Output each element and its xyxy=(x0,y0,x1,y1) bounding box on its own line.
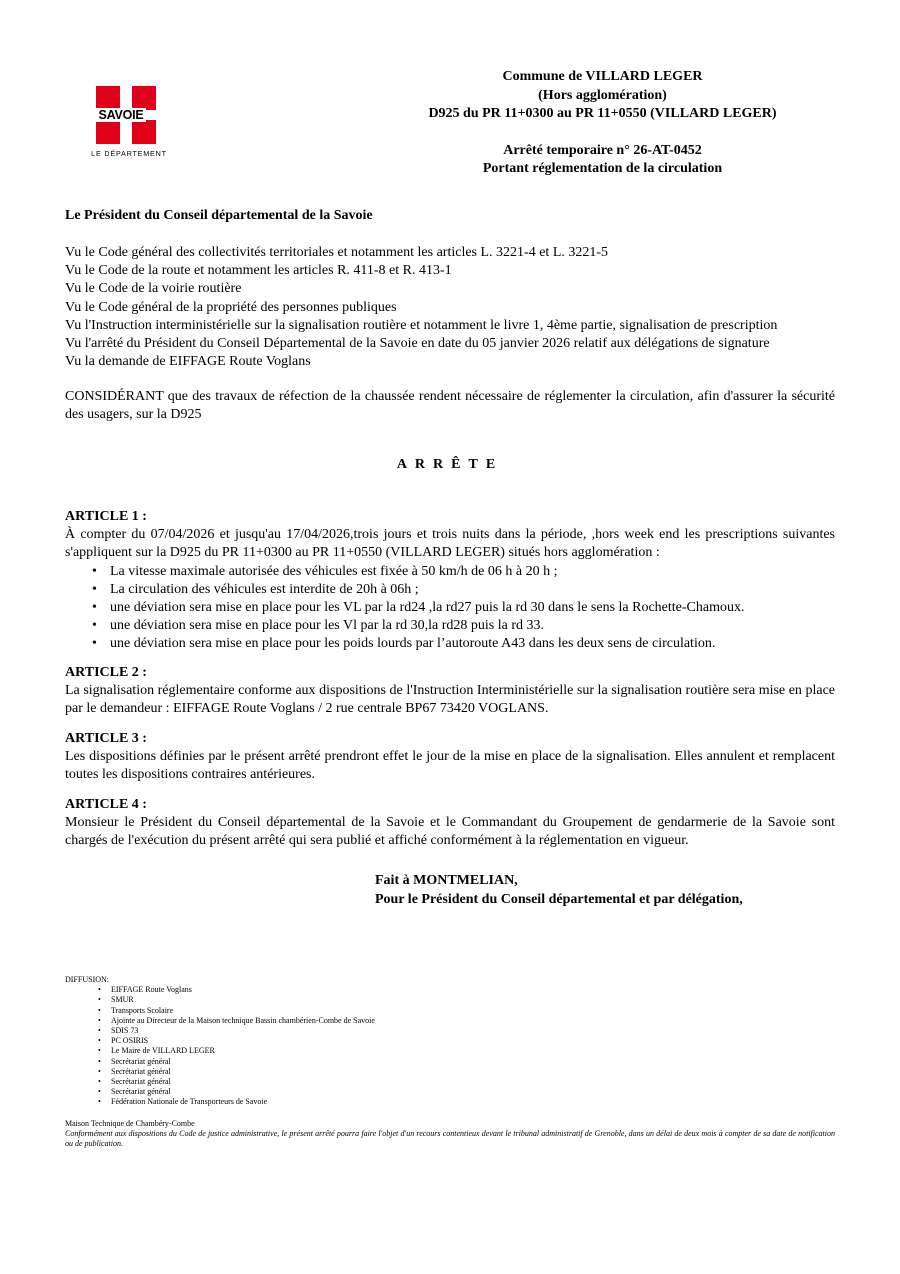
diffusion-item: • Transports Scolaire xyxy=(111,1006,375,1016)
road-section: D925 du PR 11+0300 au PR 11+0550 (VILLARD LEGER) xyxy=(428,106,777,121)
article-text: Les dispositions définies par le présent arrêté prendront effet le jour de la mise en place de la signalisation. Elles annulent et remplacent toutes les dispositions contraires antérieures. xyxy=(65,749,835,783)
diffusion-list xyxy=(65,985,375,1107)
issuing-authority: Le Président du Conseil départemental de la Savoie xyxy=(65,208,373,223)
signature-block xyxy=(375,872,743,909)
office-name: Maison Technique de Chambéry-Combe xyxy=(65,1119,195,1128)
prescription-item: • une déviation sera mise en place pour les VL par la rd24 ,la rd27 puis la rd 30 dans le sens la Rochette-Chamoux. xyxy=(110,599,835,617)
diffusion-block xyxy=(65,975,375,1108)
logo-subtitle: LE DÉPARTEMENT xyxy=(91,149,167,158)
logo-red-square xyxy=(96,120,120,144)
legal-reference: Vu le Code de la voirie routière xyxy=(65,281,242,297)
arrete-subject: Portant réglementation de la circulation xyxy=(482,161,723,176)
document-footer xyxy=(65,1119,835,1150)
article-2 xyxy=(65,664,835,719)
diffusion-item: • PC OSIRIS xyxy=(111,1036,375,1046)
article-text: À compter du 07/04/2026 et jusqu'au 17/04/2026,trois jours et trois nuits dans la période, ,hors week end les prescriptions suivantes s'appliquent sur la D925 du PR 11+0300 au PR 11+0550 (VILLARD LEGER) situés hors agglomération : xyxy=(65,527,835,561)
diffusion-item: • Secrétariat général xyxy=(111,1077,375,1087)
article-1 xyxy=(65,508,835,654)
logo-red-square xyxy=(132,120,156,144)
article-heading: ARTICLE 3 : xyxy=(65,731,147,746)
considerant-paragraph: CONSIDÉRANT que des travaux de réfection de la chaussée rendent nécessaire de réglementer la circulation, afin d'assurer la sécurité des usagers, sur la D925 xyxy=(65,389,835,423)
prescription-item: • une déviation sera mise en place pour les Vl par la rd 30,la rd28 puis la rd 33. xyxy=(110,617,835,635)
document-header xyxy=(370,68,835,179)
legal-reference: Vu le Code général des collectivités territoriales et notamment les articles L. 3221-4 et L. 3221-5 xyxy=(65,245,609,260)
legal-reference: Vu l'arrêté du Président du Conseil Départemental de la Savoie en date du 05 janvier 2026 relatif aux délégations de signature xyxy=(65,336,770,352)
diffusion-item: • Secrétariat général xyxy=(111,1057,375,1067)
diffusion-item: • SDIS 73 xyxy=(111,1026,375,1036)
logo-red-square xyxy=(132,86,156,110)
article-heading: ARTICLE 4 : xyxy=(65,797,147,812)
commune-name: Commune de VILLARD LEGER xyxy=(502,69,703,84)
diffusion-item: • EIFFAGE Route Voglans xyxy=(111,985,375,995)
legal-reference: Vu le Code de la route et notamment les articles R. 411-8 et R. 413-1 xyxy=(65,263,452,279)
article-4 xyxy=(65,796,835,851)
prescription-item: • La circulation des véhicules est interdite de 20h à 06h ; xyxy=(110,581,835,599)
diffusion-item: • Le Maire de VILLARD LEGER xyxy=(111,1046,375,1056)
signature-delegation: Pour le Président du Conseil départemental et par délégation, xyxy=(375,891,743,907)
diffusion-item: • Secrétariat général xyxy=(111,1087,375,1097)
prescription-item: • La vitesse maximale autorisée des véhicules est fixée à 50 km/h de 06 h à 20 h ; xyxy=(110,563,835,581)
legal-notice: Conformément aux dispositions du Code de justice administrative, le présent arrêté pourra faire l'objet d'un recours contentieux devant le tribunal administratif de Grenoble, dans un délai de deux mois à compter de sa date de notification ou de publication. xyxy=(65,1129,835,1149)
arrete-title: ARRÊTE xyxy=(396,457,504,472)
zone-label: (Hors agglomération) xyxy=(538,87,667,103)
article-text: La signalisation réglementaire conforme aux dispositions de l'Instruction Interministérielle sur la signalisation routière sera mise en place par le demandeur : EIFFAGE Route Voglans / 2 rue centrale BP67 73420 VOGLANS. xyxy=(65,683,835,717)
arrete-number: Arrêté temporaire n° 26-AT-0452 xyxy=(503,142,702,158)
prescription-item: • une déviation sera mise en place pour les poids lourds par l’autoroute A43 dans les deux sens de circulation. xyxy=(110,635,835,653)
logo-red-square xyxy=(96,86,120,110)
legal-reference: Vu la demande de EIFFAGE Route Voglans xyxy=(65,354,311,370)
diffusion-item: • Secrétariat général xyxy=(111,1067,375,1077)
article-text: Monsieur le Président du Conseil départemental de la Savoie et le Commandant du Groupement de gendarmerie de la Savoie sont chargés de l'exécution du présent arrêté qui sera publié et affiché conformément à la réglementation en vigueur. xyxy=(65,815,835,849)
diffusion-label: DIFFUSION: xyxy=(65,975,110,984)
diffusion-item: • Ajointe au Directeur de la Maison technique Bassin chambérien-Combe de Savoie xyxy=(111,1016,375,1026)
article-3 xyxy=(65,730,835,785)
prescription-list xyxy=(65,563,835,654)
article-heading: ARTICLE 2 : xyxy=(65,665,147,680)
legal-reference: Vu le Code général de la propriété des personnes publiques xyxy=(65,299,397,315)
signature-place: Fait à MONTMELIAN, xyxy=(375,873,518,888)
legal-references xyxy=(65,244,845,371)
savoie-logo xyxy=(85,86,173,162)
logo-word: SAVOIE xyxy=(96,108,146,122)
article-heading: ARTICLE 1 : xyxy=(65,509,147,524)
diffusion-item: • SMUR xyxy=(111,995,375,1005)
diffusion-item: • Fédération Nationale de Transporteurs de Savoie xyxy=(111,1097,375,1107)
legal-reference: Vu l'Instruction interministérielle sur la signalisation routière et notamment le livre 1, 4ème partie, signalisation de prescription xyxy=(65,317,778,333)
